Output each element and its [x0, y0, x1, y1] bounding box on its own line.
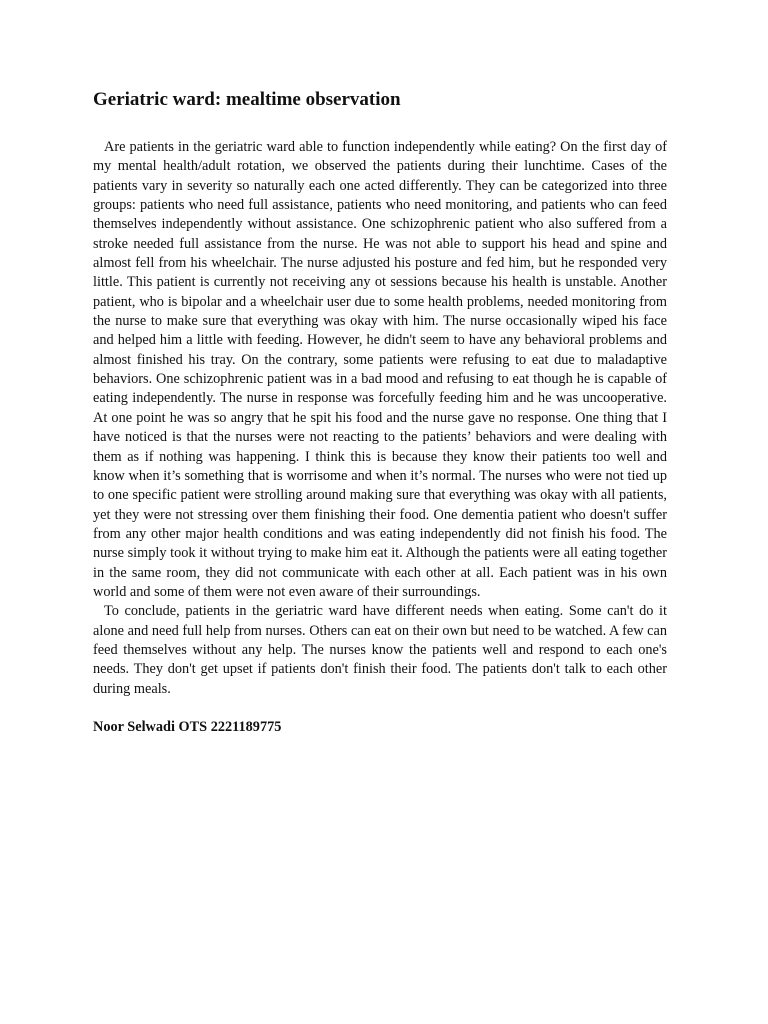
document-title: Geriatric ward: mealtime observation [93, 89, 401, 110]
body-paragraph-conclusion: To conclude, patients in the geriatric ward have different needs when eating. Some can't do it alone and need full help from nurses. Others can eat on their own but need to be watched. A few can feed themselves without any help. The nurses know the patients well and respond to each one's needs. They don't get upset if patients don't finish their food. The patients don't talk to each other during meals. [93, 603, 667, 697]
author-signature: Noor Selwadi OTS 2221189775 [93, 718, 282, 735]
document-page [93, 88, 667, 737]
body-paragraph-observation: Are patients in the geriatric ward able to function independently while eating? On the first day of my mental health/adult rotation, we observed the patients during their lunchtime. Cases of the patients vary in severity so naturally each one acted differently. They can be categorized into three groups: patients who need full assistance, patients who need monitoring, and patients who can feed themselves independently without assistance. One schizophrenic patient who also suffered from a stroke needed full assistance from the nurse. He was not able to support his head and spine and almost fell from his wheelchair. The nurse adjusted his posture and fed him, but he responded very little. This patient is currently not receiving any ot sessions because his health is unstable. Another patient, who is bipolar and a wheelchair user due to some health problems, needed monitoring from the nurse to make sure that everything was okay with him. The nurse occasionally wiped his face and helped him a little with feeding. However, he didn't seem to have any behavioral problems and almost finished his tray. On the contrary, some patients were refusing to eat due to maladaptive behaviors. One schizophrenic patient was in a bad mood and refusing to eat though he is capable of eating independently. The nurse in response was forcefully feeding him and he was uncooperative. At one point he was so angry that he spit his food and the nurse gave no response. One thing that I have noticed is that the nurses were not reacting to the patients’ behaviors and were dealing with them as if nothing was happening. I think this is because they know their patients too well and know when it’s something that is worrisome and when it’s normal. The nurses who were not tied up to one specific patient were strolling around making sure that everything was okay with all patients, yet they were not stressing over them finishing their food. One dementia patient who doesn't suffer from any other major health conditions and was eating independently did not finish his food. The nurse simply took it without trying to make him eat it. Although the patients were all eating together in the same room, they did not communicate with each other at all. Each patient was in his own world and some of them were not even aware of their surroundings. [93, 139, 667, 600]
